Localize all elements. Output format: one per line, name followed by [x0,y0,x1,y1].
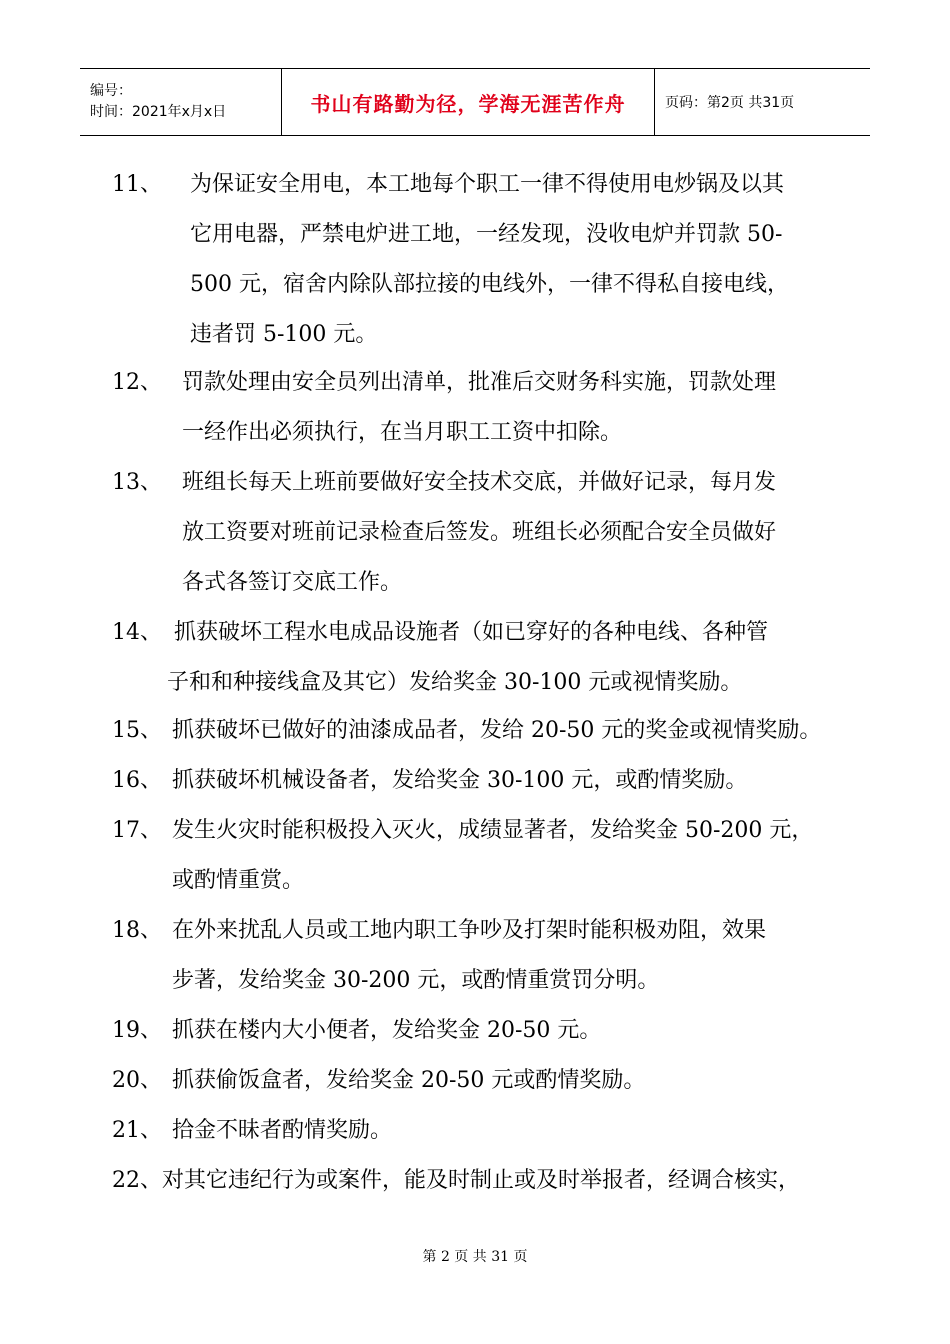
rule-number: 12、 [112,370,162,395]
rule-text-line: 一经作出必须执行，在当月职工工资中扣除。 [182,420,623,445]
rule-text-line: 放工资要对班前记录检查后签发。班组长必须配合安全员做好 [182,520,777,545]
rule-text-line: 抓获破坏已做好的油漆成品者，发给 20-50 元的奖金或视情奖励。 [172,718,822,743]
rule-number: 17、 [112,818,162,843]
rule-number: 19、 [112,1018,162,1043]
rule-text-line: 它用电器，严禁电炉进工地，一经发现，没收电炉并罚款 50- [190,222,783,247]
rule-number: 14、 [112,620,162,645]
rule-text-line: 对其它违纪行为或案件，能及时制止或及时举报者，经调合核实， [162,1168,801,1193]
rule-text-line: 抓获破坏工程水电成品设施者（如已穿好的各种电线、各种管 [174,620,769,645]
rule-text-line: 拾金不昧者酌情奖励。 [172,1118,393,1143]
doc-number-label: 编号： [90,83,132,99]
page-header [80,68,870,136]
rule-text-line: 违者罚 5-100 元。 [190,322,378,347]
rule-text-line: 班组长每天上班前要做好安全技术交底，并做好记录，每月发 [182,470,777,495]
header-page-cell [655,69,870,135]
rule-text-line: 步著，发给奖金 30-200 元，或酌情重赏罚分明。 [172,968,660,993]
rule-text-line: 在外来扰乱人员或工地内职工争吵及打架时能积极劝阻，效果 [172,918,767,943]
rule-text-line: 抓获在楼内大小便者，发给奖金 20-50 元。 [172,1018,602,1043]
rule-number: 16、 [112,768,162,793]
rule-text-line: 500 元，宿舍内除队部拉接的电线外，一律不得私自接电线， [190,272,789,297]
rule-number: 18、 [112,918,162,943]
header-meta [80,69,282,135]
rule-number: 20、 [112,1068,162,1093]
rule-number: 22、 [112,1168,162,1193]
rule-number: 15、 [112,718,162,743]
rule-text-line: 子和和种接线盒及其它）发给奖金 30-100 元或视情奖励。 [167,670,743,695]
doc-date-label: 时间：2021年x月x日 [90,104,227,120]
rule-text-line: 抓获偷饭盒者，发给奖金 20-50 元或酌情奖励。 [172,1068,646,1093]
rule-number: 13、 [112,470,162,495]
header-page-info: 页码：第2页 共31页 [665,95,795,111]
rule-text-line: 罚款处理由安全员列出清单，批准后交财务科实施，罚款处理 [182,370,777,395]
rule-text-line: 各式各签订交底工作。 [182,570,403,595]
rule-number: 21、 [112,1118,162,1143]
rule-text-line: 或酌情重赏。 [172,868,305,893]
rule-number: 11、 [112,172,162,197]
header-motto: 书山有路勤为径，学海无涯苦作舟 [310,91,626,116]
header-motto-cell [282,69,655,135]
rule-text-line: 抓获破坏机械设备者，发给奖金 30-100 元，或酌情奖励。 [172,768,748,793]
rule-text-line: 发生火灾时能积极投入灭火，成绩显著者，发给奖金 50-200 元， [172,818,814,843]
rule-text-line: 为保证安全用电，本工地每个职工一律不得使用电炒锅及以其 [190,172,785,197]
page-footer: 第 2 页 共 31 页 [422,1249,528,1265]
